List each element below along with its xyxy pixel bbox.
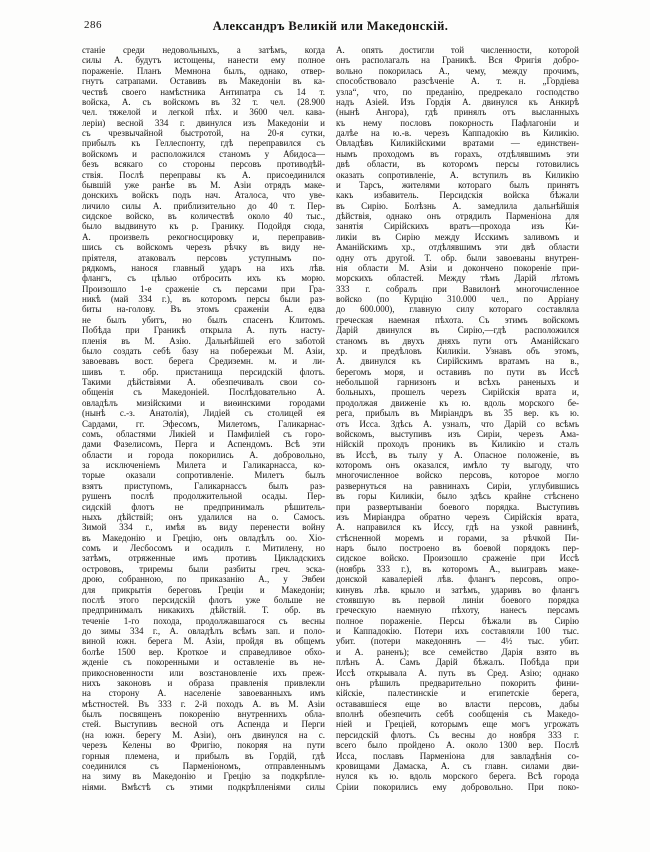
text-line: онъ располагалъ на Граникѣ. Вся Фригія добро- xyxy=(336,55,579,66)
text-line: вполнѣ обезпечить себѣ сообщенія съ Македо- xyxy=(336,709,579,719)
text-line: Овладѣвъ Киликійскими вратами — единствен- xyxy=(336,138,579,149)
text-line: (нынѣ с.-з. Анатолія), Лидіей съ столицей ея xyxy=(82,408,325,419)
text-line: при развертываніи боевого порядка. Выступивъ xyxy=(336,501,579,512)
text-line: (на южн. берегу М. Азіи), онъ двинулся на с. xyxy=(82,729,325,740)
text-line: станіе среди недовольныхъ, а затѣмъ, когда xyxy=(82,45,325,55)
text-line: оказать сопротивленіе, А. вступилъ въ Киликію xyxy=(336,169,579,180)
text-line: флангъ, съ цѣлью отбросить ихъ къ морю. xyxy=(82,273,325,284)
text-line: берегомъ моря, и оставивъ по пути въ Иссѣ xyxy=(336,366,579,377)
text-line: 333 г. собралъ при Вавилонѣ многочисленное xyxy=(336,283,579,294)
text-line: завоевавъ вост. берега Средиземн. м. и ли- xyxy=(82,356,325,367)
text-line: А. двинулся къ Сирійскимъ вратамъ на в., xyxy=(336,356,579,367)
text-line: А. направился къ Иссу, гдѣ на узкой равнинѣ, xyxy=(336,522,579,533)
text-line: войскомъ и расположился станомъ у Абидоса— xyxy=(82,148,325,159)
text-line: отъ Исса. Здѣсь А. узналъ, что Дарій со всѣмъ xyxy=(336,418,579,429)
text-line: (ноябрь 333 г.), въ которомъ А., выигравъ маке- xyxy=(336,563,579,574)
text-line: войскомъ, выступивъ изъ Сиріи, черезъ Ама- xyxy=(336,428,579,439)
text-line: кійскіе, палестинскіе и египетскіе берега, xyxy=(336,688,579,699)
text-line: сидское войско, въ количествѣ около 40 тыс., xyxy=(82,211,325,221)
text-line: затѣмъ, отряженные имъ противъ Цикладскихъ xyxy=(82,553,325,564)
text-line: войско (по Курцію 310.000 чел., по Арріану xyxy=(336,294,579,304)
text-line: пленія въ М. Азію. Дальнѣйшей его заботой xyxy=(82,335,325,346)
page-header xyxy=(82,18,579,34)
text-line: черезъ Келены во Фригію, покоряя на пути xyxy=(82,740,325,751)
text-line: нулся къ ю. вдоль морского берега. Всѣ города xyxy=(336,771,579,782)
text-line: А. произвелъ рекогносцировку и, переправив- xyxy=(82,231,325,242)
text-line: общенія съ Македоніей. Послѣдовательно А. xyxy=(82,387,325,398)
text-line: полное пораженіе. Персы бѣжали въ Сирію xyxy=(336,615,579,626)
text-line: не былъ убитъ, но былъ спасенъ Клитомъ. xyxy=(82,314,325,325)
text-line: предпринималъ никакихъ дѣйствій. Т. обр. въ xyxy=(82,605,325,616)
text-line: острововъ, триремы были разбиты греч. эска- xyxy=(82,563,325,574)
text-line: станомъ въ двухъ дняхъ пути отъ Аманійскаго xyxy=(336,335,579,346)
text-line: жденіе съ покоренными и оставленіе въ не- xyxy=(82,657,325,668)
text-line: до зимы 334 г., А. овладѣлъ всѣмъ зап. и поло- xyxy=(82,626,325,636)
text-line: горныя племена, и прибылъ въ Гордій, гдѣ xyxy=(82,750,325,761)
text-line: шись съ войскомъ черезъ рѣчку въ виду не- xyxy=(82,242,325,253)
text-line: ніей и Греціей, которымъ еще могъ угрожать xyxy=(336,719,579,730)
text-line: въ Сирію. Болѣзнь А. замедлила дальнѣйшія xyxy=(336,200,579,211)
text-line: греческую наемную пѣхоту, нанесъ персамъ xyxy=(336,605,579,616)
text-line: сидскій флотъ не предпринималъ рѣшитель- xyxy=(82,501,325,512)
text-line: донской кавалеріей лѣв. флангъ персовъ, опро- xyxy=(336,574,579,585)
text-line: дрою, собранною, по приказанію А., у Эвбеи xyxy=(82,574,325,585)
text-line: и Тарсъ, жителями котораго былъ принятъ xyxy=(336,179,579,190)
text-line: Сардами, гг. Эфесомъ, Милетомъ, Галикарнас- xyxy=(82,418,325,429)
text-line: греческая наемная пѣхота. Съ этимъ войскомъ xyxy=(336,314,579,325)
text-line: сидское войско. Произошло сраженіе при Иссѣ xyxy=(336,553,579,564)
text-line: одну отъ другой. Т. обр. были завоеваны внутрен- xyxy=(336,252,579,263)
text-line: многочисленное войско персовъ, которое могло xyxy=(336,470,579,481)
text-line: Иссѣ открывала А. путь въ Сред. Азію; однако xyxy=(336,667,579,678)
text-line: и А. раненъ); все семейство Дарія взято въ xyxy=(336,646,579,657)
text-line: Зимой 334 г., имѣя въ виду перенести войну xyxy=(82,522,325,533)
text-line: нія области М. Азіи и докончено покореніе при- xyxy=(336,262,579,273)
text-line: хр. и предѣловъ Киликіи. Узнавъ объ этомъ, xyxy=(336,345,579,356)
text-line: леріи) весной 334 г. двинулся изъ Македоніи и xyxy=(82,117,325,128)
text-line: ствія. Послѣ переправы къ А. присоединился xyxy=(82,169,325,180)
text-line: взятъ приступомъ, Галикарнассъ былъ раз- xyxy=(82,480,325,491)
text-line: чел. тяжелой и легкой пѣх. и 3600 чел. кава- xyxy=(82,107,325,118)
text-line: на сторону А. населеніе завоеванныхъ имъ xyxy=(82,688,325,699)
text-line: былъ посвященъ покоренію внутреннихъ обла- xyxy=(82,709,325,719)
text-columns xyxy=(82,45,579,792)
text-line: кинувъ лѣв. крыло и затѣмъ, ударивъ во флангъ xyxy=(336,584,579,595)
text-line: послѣ этого персидскій флотъ уже больше не xyxy=(82,594,325,605)
text-line: было создать себѣ базу на побережьи М. Азіи, xyxy=(82,345,325,356)
text-line: до 600.000), главную силу котораго составляла xyxy=(336,304,579,315)
text-line: пораженіе. Планъ Мемнона былъ, однако, отвер- xyxy=(82,65,325,76)
text-line: вольно покорилась А., чему, между прочимъ, xyxy=(336,65,579,76)
text-line: для прикрытія береговъ Греціи и Македоніи; xyxy=(82,584,325,595)
text-line: (нынѣ Ангора), гдѣ принялъ отъ высланныхъ xyxy=(336,107,579,118)
text-line: далѣе на ю.-в. черезъ Каппадокію въ Киликію. xyxy=(336,128,579,138)
text-line: Побѣда при Граникѣ открыла А. путь насту- xyxy=(82,325,325,336)
text-line: къ нему пословъ покорность Пафлагоніи и xyxy=(336,117,579,128)
text-line: въ горы Киликіи, было здѣсь крайне стѣснено xyxy=(336,491,579,502)
text-line: ніями. Вмѣстѣ съ этими подкрѣпленіями силы xyxy=(82,781,325,792)
text-line: больныхъ, прошелъ черезъ Сирійскія врата и, xyxy=(336,387,579,398)
text-line: и Каппадокію. Потери ихъ составляли 100 тыс. xyxy=(336,626,579,636)
text-line: донскихъ войскъ подъ нач. Аталоса, что уве- xyxy=(82,190,325,201)
text-line: ныхъ дѣйствій; онъ удалился на о. Самосъ. xyxy=(82,511,325,522)
text-line: за исключеніемъ Милета и Галикарнасса, ко- xyxy=(82,460,325,470)
text-line: бывшій уже ранѣе въ М. Азіи отрядъ маке- xyxy=(82,179,325,190)
text-line: стѣсненной моремъ и горами, за рѣчкой Пи- xyxy=(336,532,579,543)
text-line: двѣ области, въ которомъ персы готовились xyxy=(336,159,579,170)
text-line: области и города покорились А. добровольно, xyxy=(82,449,325,460)
column-right xyxy=(336,45,579,792)
text-line: небольшой гарнизонъ и всѣхъ раненыхъ и xyxy=(336,377,579,387)
text-line: изъ Миріандра обратно черезъ Сирійскія врата, xyxy=(336,511,579,522)
text-line: сомъ, областями Ликіей и Памфиліей съ горо- xyxy=(82,428,325,439)
text-line: Сріии покорились ему добровольно. При поко- xyxy=(336,781,579,792)
text-line: овладѣлъ мизійскими и виѳинскими городами xyxy=(82,397,325,408)
text-line: Дарій двинулся въ Сирію,—гдѣ расположился xyxy=(336,325,579,336)
text-line: въ Иссѣ, въ тылу у А. Опасное положеніе, въ xyxy=(336,449,579,460)
text-line: пріятеля, атаковалъ персовъ уступнымъ по- xyxy=(82,252,325,263)
text-line: рега, прибылъ въ Миріандръ въ 35 вер. къ ю. xyxy=(336,408,579,419)
text-line: рушенъ послѣ продолжительной осады. Пер- xyxy=(82,491,325,502)
text-line: стоявшую въ первой линіи боевого порядка xyxy=(336,594,579,605)
page-title: Александръ Великій или Македонскій. xyxy=(212,19,449,33)
text-line: было выдвинуто къ р. Гранику. Подойдя сюда, xyxy=(82,221,325,232)
text-line: развернуться на равнинахъ Сиріи, углубившись xyxy=(336,480,579,491)
text-line: мѣстностей. Въ 333 г. 2-й походъ А. въ М. Азіи xyxy=(82,698,325,709)
text-line: продолжая движеніе къ ю. вдоль морского бе- xyxy=(336,397,579,408)
text-line: гнутъ сатрапами. Оставивъ въ Македоніи въ ка- xyxy=(82,76,325,87)
text-line: торые оказали сопротивленіе. Милетъ былъ xyxy=(82,470,325,481)
text-line: биты на-голову. Въ этомъ сраженіи А. едва xyxy=(82,304,325,315)
text-line: кровищами Дамаска, А. съ главн. силами дви- xyxy=(336,760,579,771)
column-left xyxy=(82,45,325,792)
text-line: морскихъ областей. Между тѣмъ Дарій лѣтомъ xyxy=(336,273,579,284)
text-line: прибылъ къ Геллеспонту, гдѣ переправился съ xyxy=(82,138,325,149)
text-line: прикосновенности или возстановленіе ихъ преж- xyxy=(82,667,325,678)
text-line: никѣ (май 334 г.), въ которомъ персы были раз- xyxy=(82,294,325,304)
text-line: Исса, пославъ Парменіона для завладѣнія со- xyxy=(336,750,579,761)
text-line: наръ было построено въ боевой порядокъ пер- xyxy=(336,543,579,553)
text-line: занятія Сирійскихъ вратъ—прохода изъ Ки- xyxy=(336,221,579,232)
text-line: онъ рѣшилъ предварительно покорить фини- xyxy=(336,677,579,688)
text-line: личило силы А. приблизительно до 40 т. Пер- xyxy=(82,200,325,211)
text-line: нымъ проходомъ въ горахъ, отдѣлявшимъ эти xyxy=(336,148,579,159)
text-line: какъ избавитель. Персидскія войска бѣжали xyxy=(336,190,579,201)
text-line: виной южн. берега М. Азіи, пройдя въ общемъ xyxy=(82,636,325,647)
text-line: съ чрезвычайной быстротой, на 20-я сутки, xyxy=(82,128,325,138)
text-line: узла“, что, по преданію, предрекало господство xyxy=(336,86,579,97)
text-line: дами Фазелисомъ, Перга и Аспендомъ. Всѣ эти xyxy=(82,439,325,450)
text-line: Такими дѣйствіями А. обезпечивалъ свои со- xyxy=(82,377,325,387)
text-line: плѣнъ А. Самъ Дарій бѣжалъ. Побѣда при xyxy=(336,657,579,668)
text-line: ликіи въ Сирію между Исскимъ заливомъ и xyxy=(336,231,579,242)
text-line: войска, А. съ войскомъ въ 32 т. чел. (28.900 xyxy=(82,96,325,107)
text-line: на зиму въ Македонію и Грецію за подкрѣпле- xyxy=(82,771,325,782)
text-line: Произошло 1-е сраженіе съ персами при Гра- xyxy=(82,283,325,294)
text-line: которомъ онъ оказался, имѣло ту выгоду, что xyxy=(336,460,579,470)
text-line: остававшіеся еще во власти персовъ, дабы xyxy=(336,698,579,709)
text-line: Аманійскимъ хр., отдѣлявшимъ эти двѣ области xyxy=(336,242,579,253)
text-line: убит. (потери македонянъ — 4½ тыс. убит. xyxy=(336,636,579,647)
text-line: рядкомъ, нанося главный ударъ на ихъ лѣв. xyxy=(82,262,325,273)
text-line: нійскій проходъ проникъ въ Киликію и сталъ xyxy=(336,439,579,450)
text-line: теченіе 1-го похода, продолжавшагося съ весны xyxy=(82,615,325,626)
page-number: 286 xyxy=(84,19,102,31)
text-line: всего было пройдено А. около 1300 вер. Послѣ xyxy=(336,740,579,751)
text-line: стей. Выступивъ весной отъ Аспенда и Перги xyxy=(82,719,325,730)
text-line: А. опять достигли той численности, которой xyxy=(336,45,579,55)
text-line: дѣйствія, однако онъ отрядилъ Парменіона для xyxy=(336,211,579,221)
text-line: безъ всякаго со стороны персовъ противодѣй- xyxy=(82,159,325,170)
text-line: болѣе 1500 вер. Кроткое и справедливое обхо- xyxy=(82,646,325,657)
text-line: силы А. будутъ истощены, нанести ему полное xyxy=(82,55,325,66)
text-line: сомъ и Лесбосомъ и осадилъ г. Митилену, но xyxy=(82,543,325,553)
text-line: нихъ законовъ и образа правленія привлекли xyxy=(82,677,325,688)
text-line: въ Македонію и Грецію, онъ овладѣлъ оо. Хіо- xyxy=(82,532,325,543)
text-line: персидскій флотъ. Съ весны до ноября 333 г. xyxy=(336,729,579,740)
text-line: способствовало разсѣченіе А. т. н. „Гордіева xyxy=(336,76,579,87)
text-line: шивъ т. обр. пристанища персидскій флотъ. xyxy=(82,366,325,377)
text-line: надъ Азіей. Изъ Гордія А. двинулся къ Анкирѣ xyxy=(336,96,579,107)
text-line: чествѣ своего намѣстника Антипатра съ 14 т. xyxy=(82,86,325,97)
text-line: соединился съ Парменіономъ, отправленнымъ xyxy=(82,760,325,771)
